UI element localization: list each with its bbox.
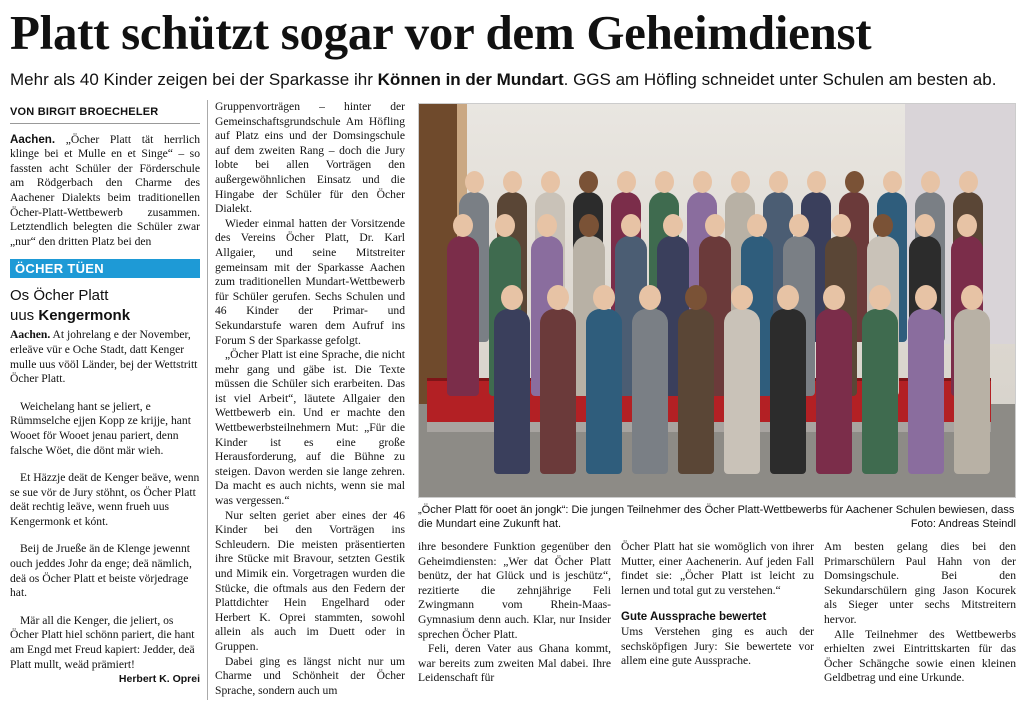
photo-person-head bbox=[693, 171, 712, 193]
photo-person-head bbox=[823, 285, 845, 310]
photo-person-head bbox=[547, 285, 569, 310]
poem-title bbox=[10, 286, 200, 326]
column-3 bbox=[418, 540, 611, 686]
photo-person bbox=[586, 309, 622, 474]
paragraph: Feli, deren Vater aus Ghana kommt, war bereits zum zweiten Mal dabei. Ihre Leidenschaft für bbox=[418, 642, 611, 685]
photo-person bbox=[632, 309, 668, 474]
photo-person-head bbox=[957, 214, 977, 237]
photo-person-head bbox=[685, 285, 707, 310]
column-divider bbox=[207, 100, 208, 700]
photo-person bbox=[770, 309, 806, 474]
column-4 bbox=[621, 540, 814, 669]
photo-person-head bbox=[869, 285, 891, 310]
column-5 bbox=[824, 540, 1016, 686]
photo-person-head bbox=[777, 285, 799, 310]
paragraph: „Öcher Platt ist eine Sprache, die nicht mehr gang und gäbe ist. Die Texte müssen die Schüler sich erarbeiten. Das ist viel Arbeit“, läutete Allgaier den Wettbewerb ein. Und er machte den Wettbewerbsteilnehmern Mut: „Für die Kinder ist es eine große Herausforderung, auf die Bühne zu steigen. Davon werden sie lange zehren. Da macht es auch nichts, wenn sie mal was vergessen.“ bbox=[215, 348, 405, 508]
photo-person-head bbox=[465, 171, 484, 193]
subline-text: Mehr als 40 Kinder zeigen bei der Sparkasse ihr bbox=[10, 70, 378, 89]
photo-person bbox=[862, 309, 898, 474]
photo-person-head bbox=[921, 171, 940, 193]
poem-author: Herbert K. Oprei bbox=[118, 673, 200, 686]
photo-person-head bbox=[731, 285, 753, 310]
photo-person bbox=[816, 309, 852, 474]
poem-stanza: Beij de Jrueße än de Klenge jewennt ouch jeddes Johr da enge; deä nämlich, deä os Öcher Platt et beiste vörjedrage hat. bbox=[10, 542, 192, 600]
photo-person bbox=[724, 309, 760, 474]
photo-person-head bbox=[579, 171, 598, 193]
photo-person-head bbox=[495, 214, 515, 237]
photo-caption bbox=[418, 503, 1016, 531]
photo-person-head bbox=[663, 214, 683, 237]
poem-dateline: Aachen. bbox=[10, 328, 51, 342]
subline bbox=[10, 68, 1014, 92]
photo-person bbox=[540, 309, 576, 474]
photo-person-head bbox=[831, 214, 851, 237]
paragraph: Nur selten geriet aber eines der 46 Kinder bei den Vorträgen ins Schleudern. Die meisten präsentierten ihre Stücke mit Bravour, setzten Gestik und Mimik ein. Vorgetragen wurden die Stücke, die oftmals aus den Federn der Plattdichter Hein Engelhard oder Herbert K. Oprei stammten, sowohl allein als auch im Duett oder in Gruppen. bbox=[215, 508, 405, 653]
poem-stanza: Et Häzzje deät de Kenger beäve, wenn se sue vör de Jury stöhnt, os Öcher Platt deät rechtig leäve, wenn frueh uus Kengermonk et kónt. bbox=[10, 471, 200, 528]
subheading: Gute Aussprache bewertet bbox=[621, 611, 767, 624]
photo-person-head bbox=[579, 214, 599, 237]
photo-person-head bbox=[503, 171, 522, 193]
photo-person-head bbox=[845, 171, 864, 193]
subline-bold: Können in der Mundart bbox=[377, 70, 564, 89]
photo-person bbox=[908, 309, 944, 474]
photo-person-head bbox=[961, 285, 983, 310]
paragraph: Dabei ging es längst nicht nur um Charme und Schönheit der Öcher Sprache, sondern auch um bbox=[215, 654, 405, 697]
lead-text: „Öcher Platt tät herrlich klinge bei et Mulle en et Singe“ – so fassten acht Schüler der Förderschule am Rödgerbach den Charme des Aachener Dialekts beim traditionellen Öcher-Platt-Wettbewerb zusammen. Letztendlich belegten die Schüler zwar „nur“ den dritten Platz bei den bbox=[10, 132, 200, 248]
photo-person-head bbox=[747, 214, 767, 237]
poem-stanza bbox=[10, 328, 200, 386]
photo-credit: Foto: Andreas Steindl bbox=[910, 518, 1016, 530]
photo-person-head bbox=[807, 171, 826, 193]
paragraph: Ums Verstehen ging es auch der sechsköpfigen Jury: Sie bewertete vor allem eine gute Aussprache. bbox=[621, 624, 814, 668]
paragraph: ihre besondere Funktion gegenüber den Geheimdiensten: „Wer dat Öcher Platt benütz, der hat Glück und is jeschütz“, rezitierte die zehnjährige Feli Zwingmann vom Rhein-Maas-Gymnasium denn auch. Klar, nur Insider sprechen Öcher Platt. bbox=[418, 540, 611, 641]
photo-person-head bbox=[959, 171, 978, 193]
photo-person-head bbox=[453, 214, 473, 237]
poem-title-line-2 bbox=[10, 306, 200, 326]
photo-person bbox=[954, 309, 990, 474]
photo-person-head bbox=[883, 171, 902, 193]
photo-person-head bbox=[731, 171, 750, 193]
photo-person-head bbox=[593, 285, 615, 310]
caption-text: „Öcher Platt för ooet än jongk“: Die jungen Teilnehmer des Öcher Platt-Wettbewerbs für Aachener Schulen bewiesen, dass die Mundart eine Zukunft hat. bbox=[418, 504, 1015, 530]
paragraph: Öcher Platt hat sie womöglich von ihrer Mutter, einer Aachenerin. Auf jeden Fall findet sie: „Öcher Platt ist leicht zu lernen und total gut zu verstehen.“ bbox=[621, 540, 814, 597]
photo-person-head bbox=[769, 171, 788, 193]
photo-person-head bbox=[655, 171, 674, 193]
photo-person-head bbox=[621, 214, 641, 237]
poem-title-bold: Kengermonk bbox=[38, 307, 131, 325]
rubric-label: ÖCHER TÜEN bbox=[10, 259, 200, 278]
stanza-text: Mär all die Kenger, die jeliert, os Öcher Platt hiel schönn pariert, die hant am Engd met Freud kapiert: Jedder, deä Platt mullt, weäd prämiert! bbox=[10, 613, 195, 671]
paragraph: Gruppenvorträgen – hinter der Gemeinschaftsgrundschule Am Höfling auf Platz eins und der Domsingschule auf dem zweiten Rang – doch die Jury lobte bei allen Vorträgen den außergewöhnlichen Einsatz und die Hingabe der Schüler für den Öcher Dialekt. bbox=[215, 100, 405, 216]
paragraph: Wieder einmal hatten der Vorsitzende des Vereins Öcher Platt, Dr. Karl Allgaier, und seine Mitstreiter gemeinsam mit der Sparkasse Aachen zum traditionellen Mundart-Wettbewerb für Schüler gerufen. Sechs Schulen und 46 Kinder der Primar- und Sekundarstufe waren dem Aufruf ins Forum S der Sparkasse gefolgt. bbox=[215, 216, 405, 347]
photo-person-head bbox=[541, 171, 560, 193]
poem-stanza bbox=[10, 613, 200, 686]
stanza-text: At johrelang e der November, erleäve vür e Oche Stadt, datt Kenger mulle uus vööl Länder, bej der Wettstritt Öcher Platt. bbox=[10, 328, 198, 386]
photo-person-head bbox=[501, 285, 523, 310]
photo-person bbox=[494, 309, 530, 474]
column-2 bbox=[215, 100, 405, 698]
poem bbox=[10, 328, 200, 686]
photo-person-head bbox=[537, 214, 557, 237]
dateline: Aachen. bbox=[10, 132, 56, 146]
photo-person-head bbox=[873, 214, 893, 237]
photo-person-head bbox=[705, 214, 725, 237]
photo-person-head bbox=[617, 171, 636, 193]
headline: Platt schützt sogar vor dem Geheimdienst bbox=[10, 5, 872, 60]
poem-title-pre: uus bbox=[10, 307, 39, 325]
photo-person-head bbox=[915, 285, 937, 310]
photo-person-head bbox=[915, 214, 935, 237]
photo-person bbox=[678, 309, 714, 474]
paragraph: Alle Teilnehmer des Wettbewerbs erhielten zwei Eintrittskarten für das Öcher Schängche sowie einen kleinen Geldbetrag und eine Urkunde. bbox=[824, 627, 1016, 685]
byline: VON BIRGIT BROECHELER bbox=[10, 100, 200, 124]
paragraph: Am besten gelang dies bei den Primarschülern Paul Hahn von der Domsingschule. Bei den Sekundarschülern ging Jason Kocurek als Sieger unter sechs Mitstreitern hervor. bbox=[824, 540, 1016, 626]
lead-paragraph bbox=[10, 133, 200, 250]
photo-person-head bbox=[789, 214, 809, 237]
group-photo bbox=[418, 103, 1016, 498]
photo-person-head bbox=[639, 285, 661, 310]
poem-title-line-1: Os Öcher Platt bbox=[10, 287, 109, 305]
photo-person bbox=[447, 236, 479, 396]
subline-text-end: . GGS am Höfling schneidet unter Schulen am besten ab. bbox=[563, 70, 997, 89]
column-1 bbox=[10, 100, 200, 687]
poem-stanza: Weichelang hant se jeliert, e Rümmselche ejjen Kopp ze krijje, hant Wooet för Wooet jenau pariert, denn falsche Wöet, die dönt mär wieh. bbox=[10, 399, 191, 457]
